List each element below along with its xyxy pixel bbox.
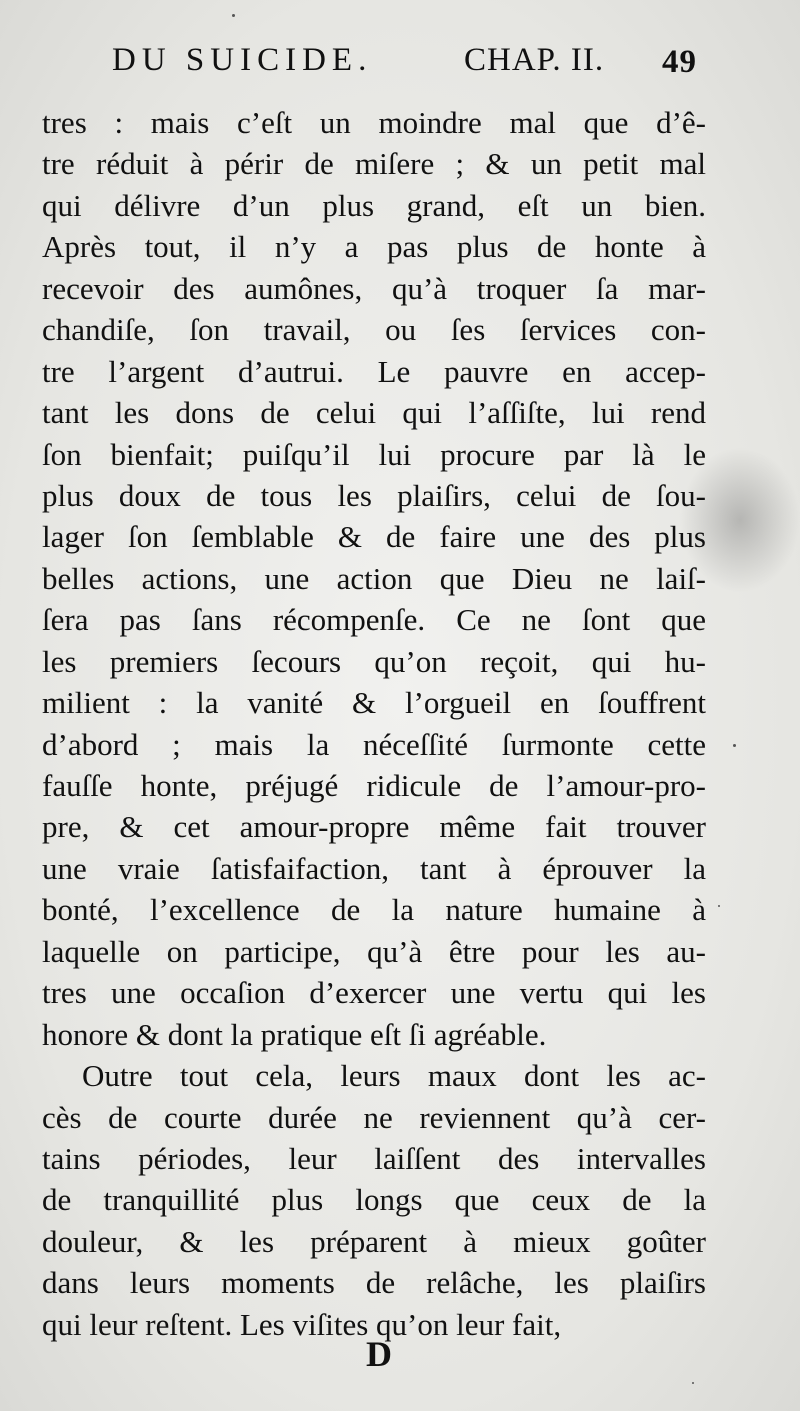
text-line: lager ſon ſemblable & de faire une des plus: [42, 519, 706, 555]
text-line: pre, & cet amour-propre même fait trouver: [42, 809, 706, 845]
page-number: 49: [662, 44, 697, 80]
text-line: dans leurs moments de relâche, les plaiſirs: [42, 1265, 706, 1301]
text-line: qui leur reſtent. Les viſites qu’on leur fait,: [42, 1306, 562, 1342]
text-line: honore & dont la pratique eſt ſi agréable.: [42, 1016, 547, 1052]
text-line: de tranquillité plus longs que ceux de la: [42, 1182, 706, 1218]
text-line: belles actions, une action que Dieu ne laiſ-: [42, 560, 706, 596]
text-line: plus doux de tous les plaiſirs, celui de ſou-: [42, 477, 706, 513]
text-line: recevoir des aumônes, qu’à troquer ſa mar-: [42, 270, 706, 306]
text-line: qui délivre d’un plus grand, eſt un bien.: [42, 187, 706, 223]
text-line: douleur, & les préparent à mieux goûter: [42, 1223, 706, 1259]
text-line: Outre tout cela, leurs maux dont les ac-: [82, 1058, 706, 1094]
text-line: milient : la vanité & l’orgueil en ſouffrent: [42, 685, 706, 721]
text-line: laquelle on participe, qu’à être pour les au-: [42, 933, 706, 969]
text-line: tre l’argent d’autrui. Le pauvre en accep-: [42, 353, 706, 389]
chapter-label: CHAP. II.: [464, 42, 605, 78]
signature-mark: D: [366, 1334, 392, 1374]
paper-speck: [232, 14, 235, 17]
running-head: DU SUICIDE.: [112, 42, 373, 78]
paper-speck: [733, 744, 736, 747]
page-header: [112, 42, 697, 92]
text-line: tres : mais c’eſt un moindre mal que d’ê-: [42, 105, 706, 140]
text-line: tre réduit à périr de miſere ; & un petit mal: [42, 146, 706, 182]
text-line: fauſſe honte, préjugé ridicule de l’amour-pro-: [42, 768, 706, 803]
text-line: tant les dons de celui qui l’aſſiſte, lui rend: [42, 395, 706, 431]
text-line: ſon bienfait; puiſqu’il lui procure par là le: [42, 436, 706, 472]
text-line: chandiſe, ſon travail, ou ſes ſervices con-: [42, 312, 706, 348]
text-line: cès de courte durée ne reviennent qu’à cer-: [42, 1099, 706, 1135]
text-line: d’abord ; mais la néceſſité ſurmonte cette: [42, 726, 706, 762]
body-text: [42, 102, 706, 1345]
text-line: Après tout, il n’y a pas plus de honte à: [42, 229, 706, 265]
text-line: une vraie ſatisfaifaction, tant à éprouver la: [42, 850, 706, 886]
text-line: tains périodes, leur laiſſent des intervalles: [42, 1140, 706, 1176]
paper-speck: [692, 1382, 694, 1384]
text-line: bonté, l’excellence de la nature humaine à: [42, 892, 706, 928]
paper-speck: [718, 905, 720, 907]
text-line: ſera pas ſans récompenſe. Ce ne ſont que: [42, 602, 706, 638]
text-line: les premiers ſecours qu’on reçoit, qui hu-: [42, 643, 706, 679]
text-line: tres une occaſion d’exercer une vertu qui les: [42, 975, 706, 1011]
